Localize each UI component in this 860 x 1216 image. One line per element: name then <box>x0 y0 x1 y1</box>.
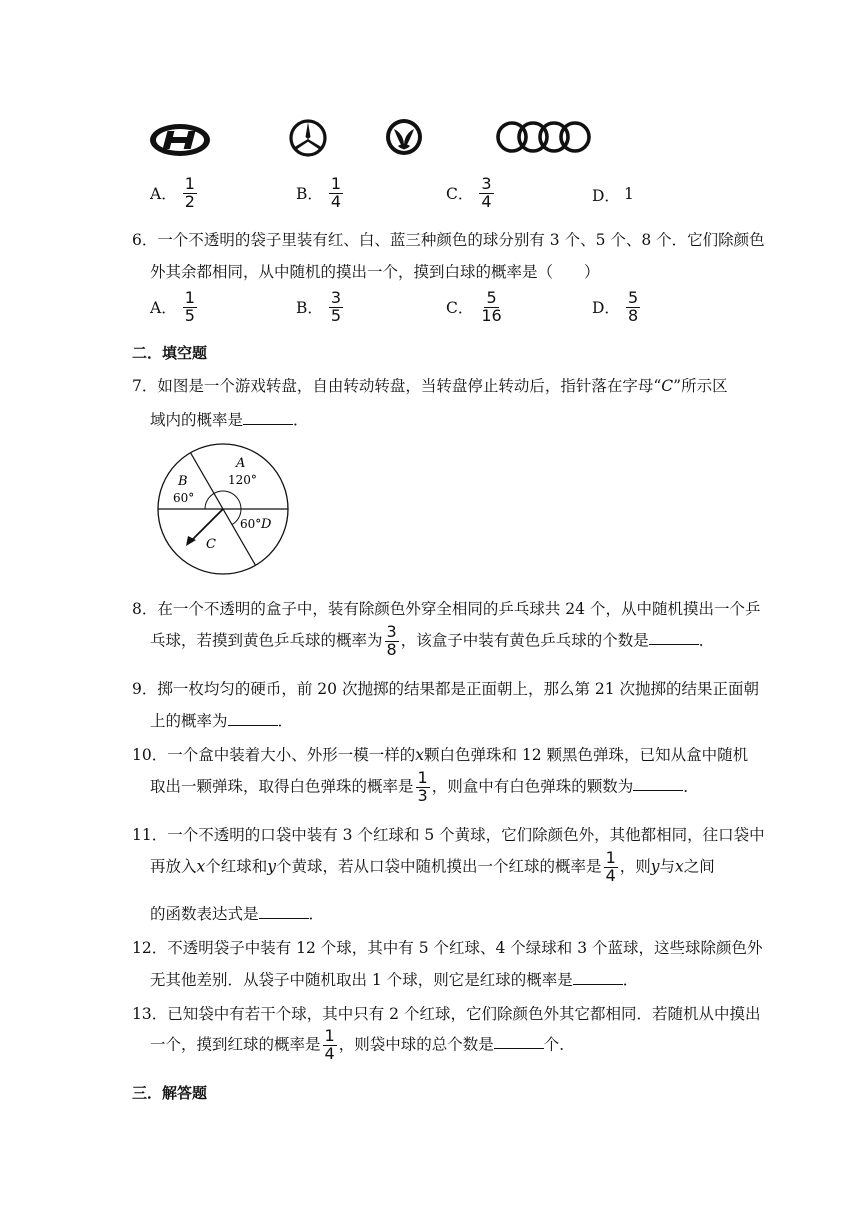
text: 域内的概率是 <box>150 411 244 429</box>
option-label: D． <box>592 187 620 205</box>
text: 之间 <box>683 857 715 876</box>
numerator: 1 <box>417 768 428 787</box>
text: ，则袋中球的总个数是 <box>338 1035 494 1054</box>
fraction <box>183 290 197 325</box>
q6-option-b[interactable] <box>296 290 345 325</box>
variable: y <box>650 857 660 876</box>
answer-blank[interactable] <box>649 630 699 645</box>
text: 与 <box>659 857 676 876</box>
numerator: 1 <box>184 288 195 307</box>
fraction <box>385 624 399 659</box>
text: ”所示区 <box>673 377 728 395</box>
answer-blank[interactable] <box>228 711 278 726</box>
q5-option-a[interactable] <box>150 176 199 211</box>
q6-option-a[interactable] <box>150 290 199 325</box>
hyundai-logo-icon <box>150 124 210 156</box>
text: ． <box>277 712 294 730</box>
angle-arc <box>205 493 214 509</box>
section-heading-answers: 三．解答题 <box>132 1084 208 1102</box>
numerator: 1 <box>605 848 616 867</box>
option-label: C． <box>446 299 474 318</box>
option-label: A． <box>150 299 177 318</box>
q6-option-c[interactable] <box>446 290 506 325</box>
sector-label: C <box>206 537 216 552</box>
q10-line-1 <box>132 743 748 765</box>
q12-line-2 <box>150 968 638 990</box>
text: 无其他差别．从袋子中随机取出 1 个球，则它是红球的概率是 <box>150 971 573 989</box>
q11-line-2 <box>150 850 715 885</box>
variable: x <box>415 746 424 764</box>
option-label: C． <box>446 185 474 204</box>
dongfeng-logo-icon <box>386 119 422 155</box>
option-label: D． <box>592 299 620 318</box>
q9-line-2 <box>150 709 293 731</box>
variable: y <box>267 857 277 876</box>
sector-label: A <box>236 456 246 471</box>
answer-blank[interactable] <box>259 904 309 919</box>
section-heading-fill-in: 二．填空题 <box>132 344 208 362</box>
numerator: 1 <box>330 174 342 193</box>
q9-line-1: 9．掷一枚均匀的硬币，前 20 次抛掷的结果都是正面朝上，那么第 21 次抛掷的结果正面朝 <box>132 680 760 698</box>
fraction <box>479 290 503 325</box>
q6-line-1: 6．一个不透明的袋子里装有红、白、蓝三种颜色的球分别有 3 个、5 个、8 个．它们除颜色 <box>132 231 765 249</box>
denominator: 8 <box>386 639 397 659</box>
text: 一个，摸到红球的概率是 <box>150 1035 321 1054</box>
text: 颗白色弹珠和 12 颗黑色弹珠，已知从盒中随机 <box>423 746 749 764</box>
answer-blank[interactable] <box>633 776 683 791</box>
variable: x <box>675 857 684 876</box>
denominator: 4 <box>605 865 616 885</box>
audi-logo-icon <box>498 123 589 151</box>
text: ． <box>683 777 699 796</box>
denominator: 2 <box>184 191 195 211</box>
text: ，则盒中有白色弹珠的颗数为 <box>431 777 634 796</box>
text: 的函数表达式是 <box>150 905 259 923</box>
q7-line-1 <box>132 374 728 396</box>
variable: x <box>196 857 206 876</box>
answer-blank[interactable] <box>494 1034 544 1049</box>
numerator: 3 <box>386 622 397 641</box>
text: ，则 <box>619 857 651 876</box>
fraction <box>416 770 430 805</box>
numerator: 1 <box>184 174 195 193</box>
sector-label: B <box>178 474 188 489</box>
denominator: 16 <box>481 305 502 325</box>
text: 乓球，若摸到黄色乒乓球的概率为 <box>150 631 383 650</box>
text: 7．如图是一个游戏转盘，自由转动转盘，当转盘停止转动后，指针落在字母“ <box>132 377 662 395</box>
option-value: 1 <box>623 185 634 203</box>
sector-label: D <box>261 517 272 532</box>
fraction <box>479 176 493 211</box>
q6-option-d[interactable] <box>592 290 642 325</box>
text: 上的概率为 <box>150 712 228 730</box>
text: 取出一颗弹珠，取得白色弹珠的概率是 <box>150 777 414 796</box>
denominator: 4 <box>481 191 492 211</box>
logo-row <box>148 114 598 162</box>
denominator: 4 <box>324 1043 335 1063</box>
fraction <box>604 850 618 885</box>
option-label: B． <box>296 299 323 318</box>
q7-line-2 <box>150 408 309 430</box>
fraction <box>626 290 640 325</box>
text: 个黄球，若从口袋中随机摸出一个红球的概率是 <box>276 857 602 876</box>
q5-option-c[interactable] <box>446 176 496 211</box>
option-label: A． <box>150 185 177 204</box>
numerator: 3 <box>481 174 492 193</box>
q11-line-3 <box>150 902 324 924</box>
angle-label: 60° <box>173 491 195 505</box>
q5-option-d[interactable] <box>592 184 634 206</box>
q12-line-1: 12．不透明袋子中装有 12 个球，其中有 5 个红球、4 个绿球和 3 个蓝球，这些球除颜色外 <box>132 939 763 957</box>
spinner-diagram <box>148 440 298 580</box>
fraction <box>329 290 343 325</box>
q8-line-2 <box>150 624 714 659</box>
q13-line-1: 13．已知袋中有若干个球，其中只有 2 个红球，它们除颜色外其它都相同．若随机从中摸出 <box>132 1005 761 1023</box>
numerator: 1 <box>324 1026 335 1045</box>
text: 个． <box>543 1035 575 1054</box>
q8-line-1: 8．在一个不透明的盒子中，装有除颜色外穿全相同的乒乓球共 24 个，从中随机摸出一个乒 <box>132 600 761 618</box>
denominator: 3 <box>417 785 428 805</box>
q6-line-2: 外其余都相同，从中随机的摸出一个，摸到白球的概率是（ ） <box>150 263 600 281</box>
answer-blank[interactable] <box>573 970 623 985</box>
mercedes-logo-icon <box>291 121 325 155</box>
text: ． <box>622 971 639 989</box>
q5-option-b[interactable] <box>296 176 345 211</box>
fraction <box>323 1028 337 1063</box>
text: 10．一个盒中装着大小、外形一模一样的 <box>132 746 416 764</box>
variable: C <box>661 377 674 395</box>
q10-line-2 <box>150 770 699 805</box>
option-label: B． <box>296 185 323 204</box>
fraction <box>329 176 343 211</box>
numerator: 5 <box>627 288 639 307</box>
angle-label: 120° <box>228 473 257 487</box>
text: 个红球和 <box>205 857 268 876</box>
answer-blank[interactable] <box>243 410 293 425</box>
q13-line-2 <box>150 1028 575 1063</box>
numerator: 3 <box>330 288 342 307</box>
q11-line-1: 11．一个不透明的口袋中装有 3 个红球和 5 个黄球，它们除颜色外，其他都相同，往口袋中 <box>132 826 765 844</box>
text: ． <box>698 631 715 650</box>
angle-label: 60° <box>240 517 262 531</box>
denominator: 4 <box>330 191 342 211</box>
text: ，该盒子中装有黄色乒乓球的个数是 <box>400 631 649 650</box>
denominator: 5 <box>184 305 195 325</box>
text: ． <box>308 905 325 923</box>
fraction <box>183 176 197 211</box>
text: ． <box>293 411 309 429</box>
denominator: 5 <box>330 305 342 325</box>
text: 再放入 <box>150 857 197 876</box>
denominator: 8 <box>627 305 639 325</box>
numerator: 5 <box>486 288 497 307</box>
